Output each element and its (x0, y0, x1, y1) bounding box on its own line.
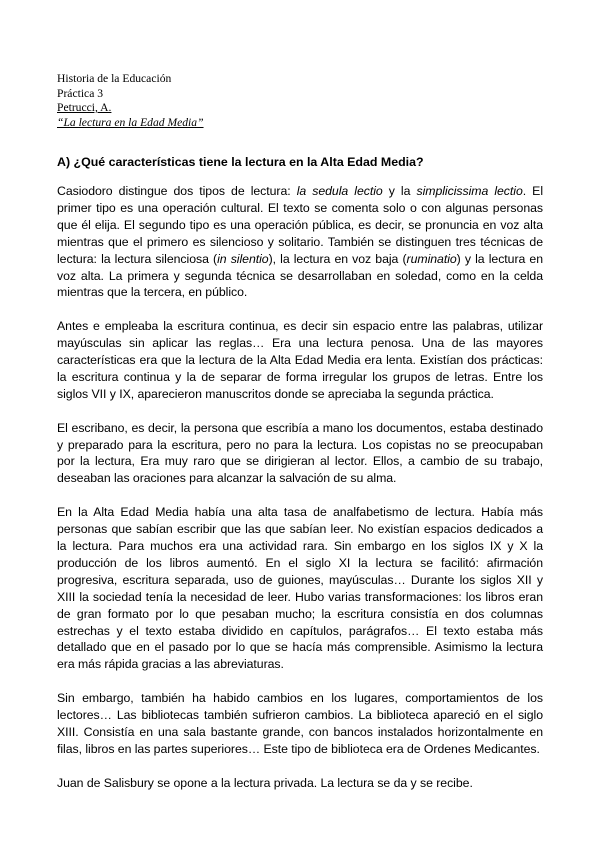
author-name: Petrucci, A. (57, 101, 112, 114)
p1-text-c: y la (382, 184, 417, 198)
p1-text-a: Casiodoro distingue dos tipos de lectura: (57, 184, 297, 198)
course-name: Historia de la Educación (57, 72, 172, 85)
practice-number: Práctica 3 (57, 86, 104, 100)
paragraph-3: El escribano, es decir, la persona que escribía a mano los documentos, estaba destinado y preparado para la escritura, pero no para la lectura. Los copistas no se preocupaban por la lectura, Era muy raro que se dirigieran al lector. Ellos, a cambio de su trabajo, deseaban las oraciones para alcanzar la salvación de su alma. (57, 420, 543, 486)
p1-text-i: ) y la lectura en voz alta. La primera y segunda técnica se desarrollaban en soledad, como en la celda mientras que la tercera, en público. (57, 251, 543, 300)
p1-text-e: . El primer tipo es una operación cultural. El texto se comenta solo o con algunas personas que él elija. El segundo tipo es una operación pública, es decir, se pronuncia en voz alta mientras que el primero es silencioso y solitario. También se distinguen tres técnicas de lectura: la lectura silenciosa ( (57, 184, 544, 266)
p1-term-sedula: la sedula lectio (296, 184, 383, 198)
paragraph-6: Juan de Salisbury se opone a la lectura privada. La lectura se da y se recibe. (57, 775, 473, 790)
p1-text-g: ), la lectura en voz baja ( (268, 251, 407, 266)
document-header (57, 72, 543, 130)
p1-term-ruminatio: ruminatio (406, 251, 457, 266)
paragraph-1 (57, 183, 543, 301)
question-heading: A) ¿Qué características tiene la lectura en la Alta Edad Media? (57, 155, 424, 169)
p1-term-silentio: in silentio (217, 251, 269, 266)
p1-term-simplicissima: simplicissima lectio (416, 184, 523, 198)
paragraph-5: Sin embargo, también ha habido cambios en los lugares, comportamientos de los lectores… Las bibliotecas también sufrieron cambios. La biblioteca apareció en el siglo XIII. Consistía en una sala bastante grande, con bancos instalados horizontalmente en filas, libros en las partes superiores… Este tipo de biblioteca era de Ordenes Medicantes. (57, 691, 543, 756)
reading-title: “La lectura en la Edad Media” (57, 115, 204, 129)
paragraph-4: En la Alta Edad Media había una alta tasa de analfabetismo de lectura. Había más personas que sabían escribir que las que sabían leer. No existían espacios dedicados a la lectura. Para muchos era una actividad rara. Sin embargo en los siglos IX y X la producción de los libros aumentó. En el siglo XI la lectura se facilitó: afirmación progresiva, escritura separada, uso de guiones, mayúsculas… Durante los siglos XII y XIII la sociedad tenía la necesidad de leer. Hubo varias transformaciones: los libros eran de gran formato por lo que pesaban mucho; la escritura consistía en dos columnas estrechas y el texto estaba dividido en capítulos, parágrafos… El texto estaba más detallado que en el pasado por lo que se hacía más comprensible. Asimismo la lectura era más rápida gracias a las abreviaturas. (57, 505, 543, 672)
paragraph-2: Antes e empleaba la escritura continua, es decir sin espacio entre las palabras, utilizar mayúsculas sin aplicar las reglas… Era una lectura penosa. Una de las mayores características era que la lectura de la Alta Edad Media era lenta. Existían dos prácticas: la escritura continua y la de separar de forma irregular los grupos de letras. Entre los siglos VII y IX, aparecieron manuscritos donde se apreciaba la segunda práctica. (57, 319, 543, 401)
